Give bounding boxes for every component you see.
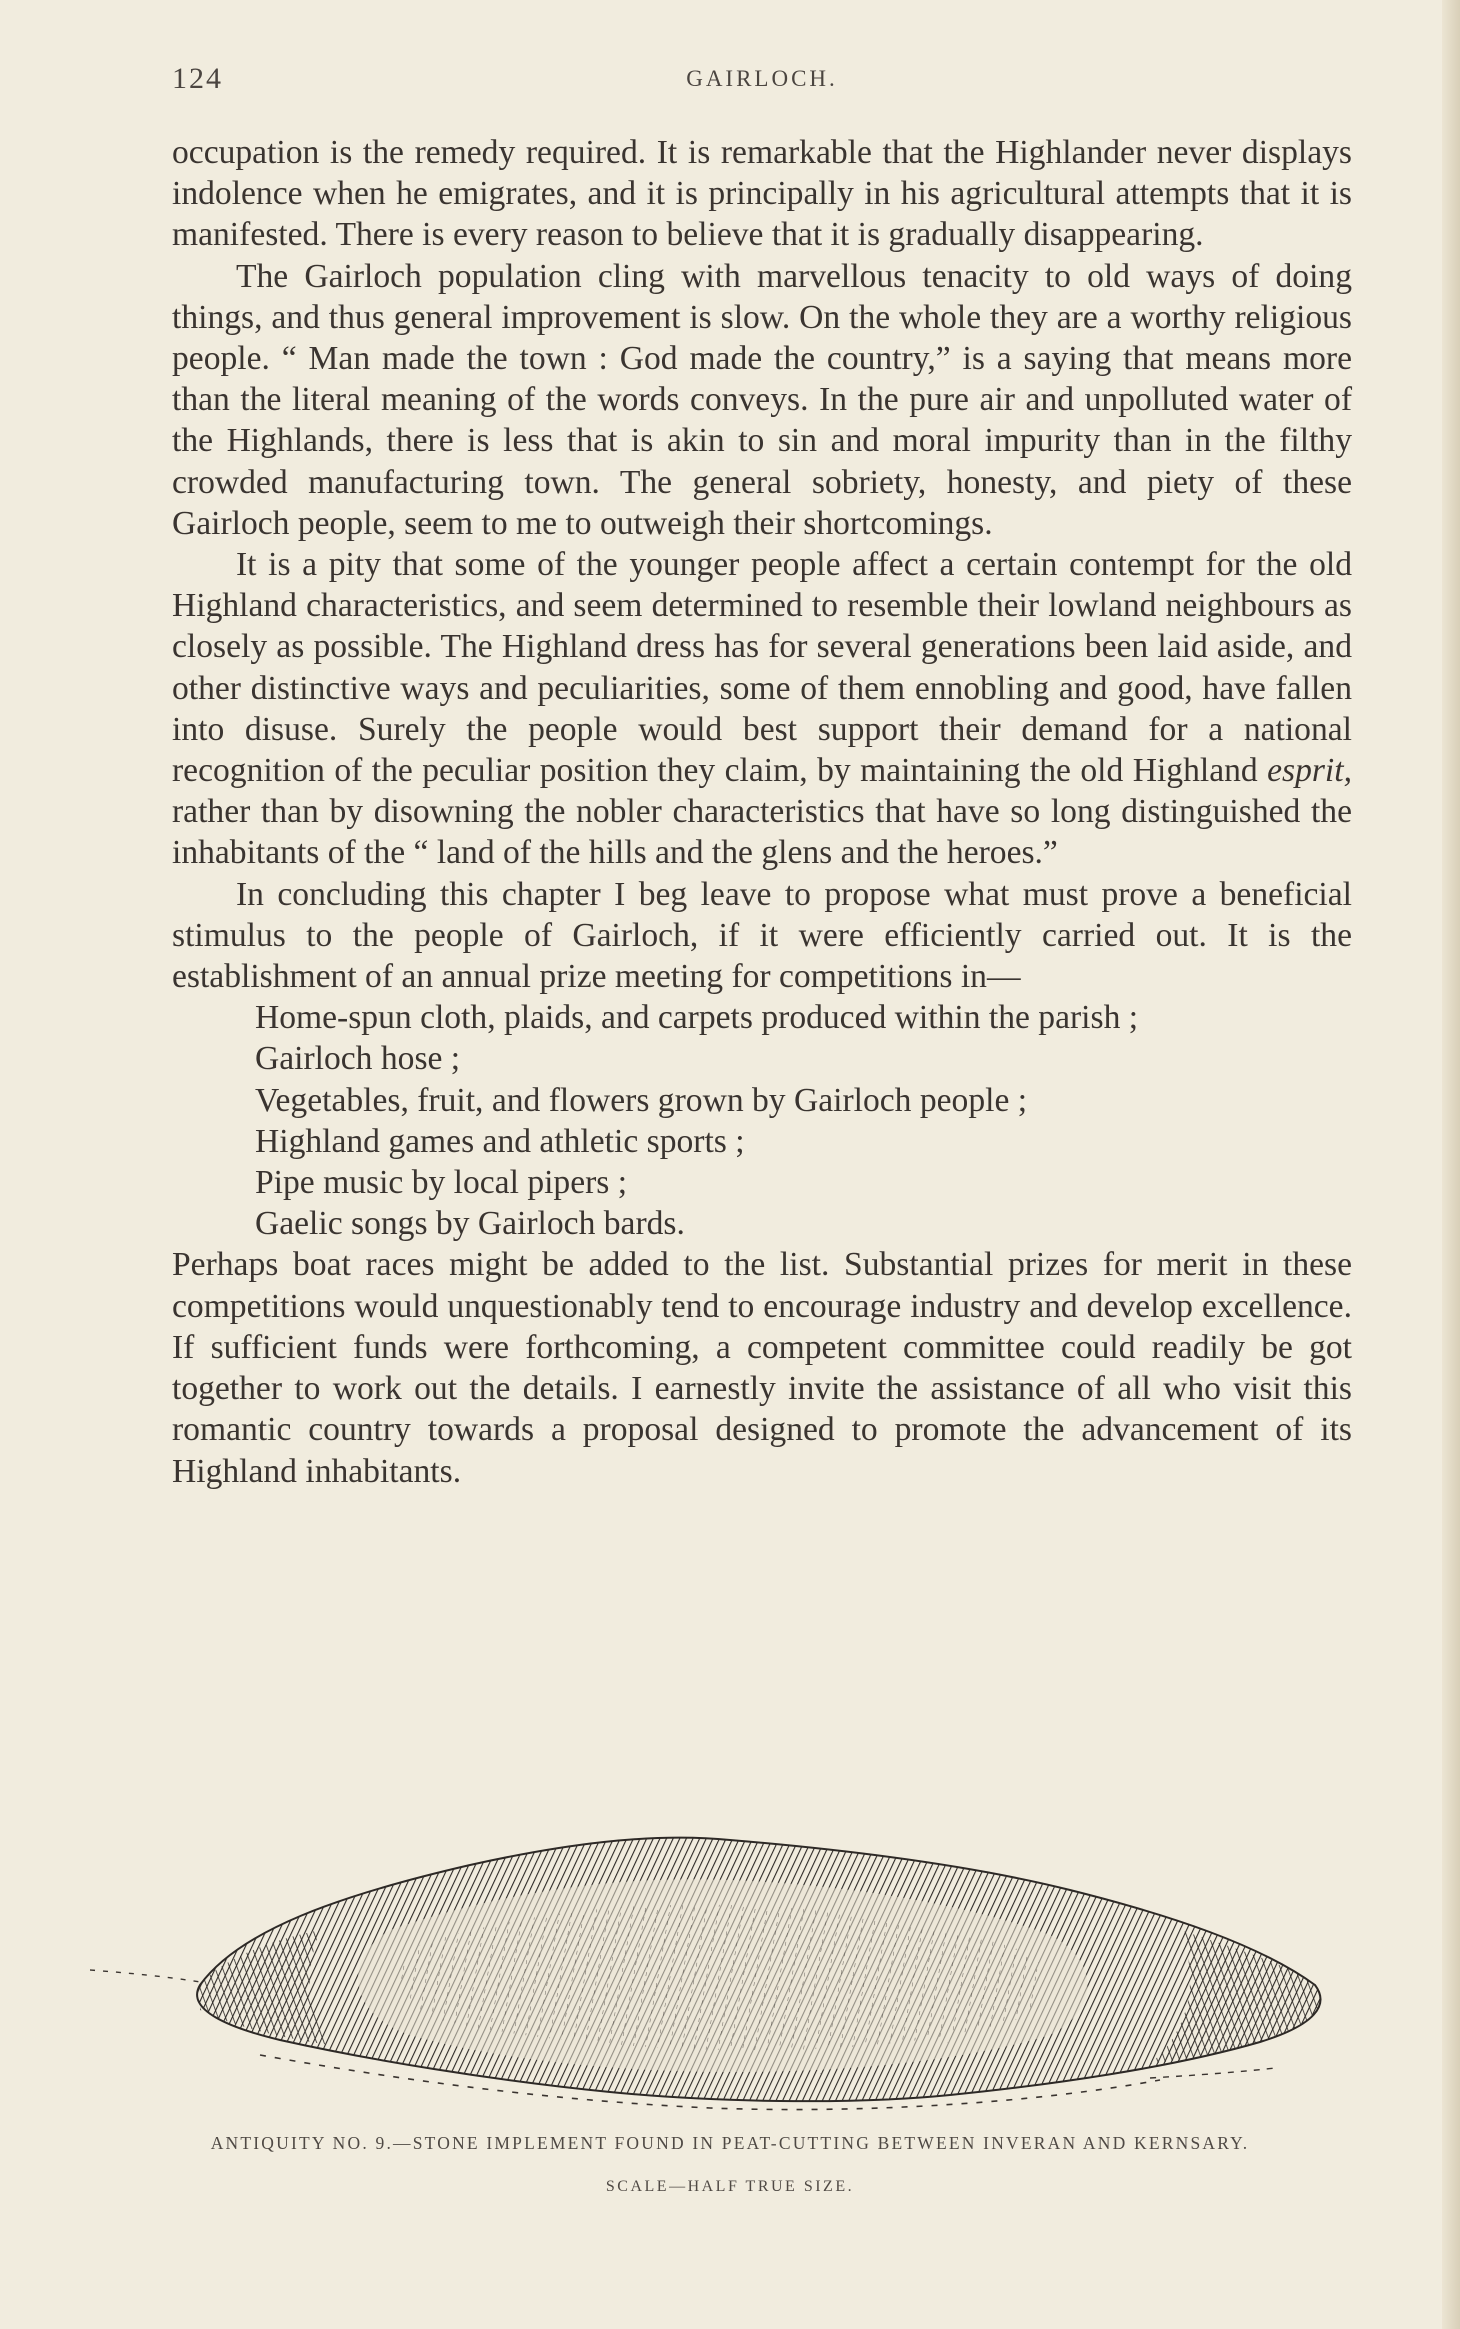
- list-item: Pipe music by local pipers ;: [255, 1164, 628, 1202]
- stone-implement-drawing: [90, 1810, 1410, 2120]
- italic-word-esprit: esprit,: [1267, 752, 1352, 790]
- paragraph-4: In concluding this chapter I beg leave to propose what must prove a beneficial stimulus to the people of Gairloch, if it were efficiently carried out. It is the establishment of an annual prize meeting for competitions in—: [172, 875, 1352, 996]
- list-item: Gairloch hose ;: [255, 1040, 461, 1078]
- list-item: Highland games and athletic sports ;: [255, 1122, 745, 1160]
- paragraph-2: The Gairloch population cling with marvellous tenacity to old ways of doing things, and thus general improvement is slow. On the whole they are a worthy religious people. “ Man made the town : God made the country,” is a saying that means more than the literal meaning of the words conveys. In the pure air and unpolluted water of the Highlands, there is less that is akin to sin and moral impurity than in the filthy crowded manufacturing town. The general sobriety, honesty, and piety of these Gairloch people, seem to me to outweigh their shortcomings.: [172, 257, 1352, 542]
- figure-caption: ANTIQUITY NO. 9.—STONE IMPLEMENT FOUND IN PEAT-CUTTING BETWEEN INVERAN AND KERNSARY.: [210, 2133, 1250, 2153]
- paragraph-3: [172, 544, 1352, 874]
- paragraph-3-end: rather than by disowning the nobler characteristics that have so long distinguished the inhabitants of the “ land of the hills and the glens and the heroes.”: [172, 793, 1352, 872]
- stone-implement-illustration: [90, 1810, 1410, 2120]
- paragraph-3-start: It is a pity that some of the younger people affect a certain contempt for the old Highland characteristics, and seem determined to resemble their lowland neighbours as closely as possible. The Highland dress has for several generations been laid aside, and other distinctive ways and peculiarities, some of them ennobling and good, have fallen into disuse. Surely the people would best support their demand for a national recognition of the peculiar position they claim, by maintaining the old Highland: [172, 546, 1352, 790]
- list-item: Home-spun cloth, plaids, and carpets produced within the parish ;: [255, 999, 1139, 1037]
- page-edge: [1442, 0, 1460, 2329]
- competition-list: [172, 997, 1352, 1244]
- running-title: GAIRLOCH.: [686, 66, 838, 91]
- figure-scale-note: SCALE—HALF TRUE SIZE.: [605, 2178, 855, 2195]
- running-head: [172, 62, 1352, 102]
- page-number: 124: [172, 62, 223, 95]
- body-text: [172, 132, 1352, 1492]
- paragraph-5: Perhaps boat races might be added to the list. Substantial prizes for merit in these competitions would unquestionably tend to encourage industry and develop excellence. If sufficient funds were forthcoming, a competent committee could readily be got together to work out the details. I earnestly invite the assistance of all who visit this romantic country towards a proposal designed to promote the advancement of its Highland inhabitants.: [172, 1246, 1352, 1490]
- paragraph-1: occupation is the remedy required. It is remarkable that the Highlander never displays indolence when he emigrates, and it is principally in his agricultural attempts that it is manifested. There is every reason to believe that it is gradually disappearing.: [172, 134, 1352, 254]
- list-item: Vegetables, fruit, and flowers grown by Gairloch people ;: [255, 1081, 1028, 1119]
- list-item: Gaelic songs by Gairloch bards.: [255, 1205, 685, 1243]
